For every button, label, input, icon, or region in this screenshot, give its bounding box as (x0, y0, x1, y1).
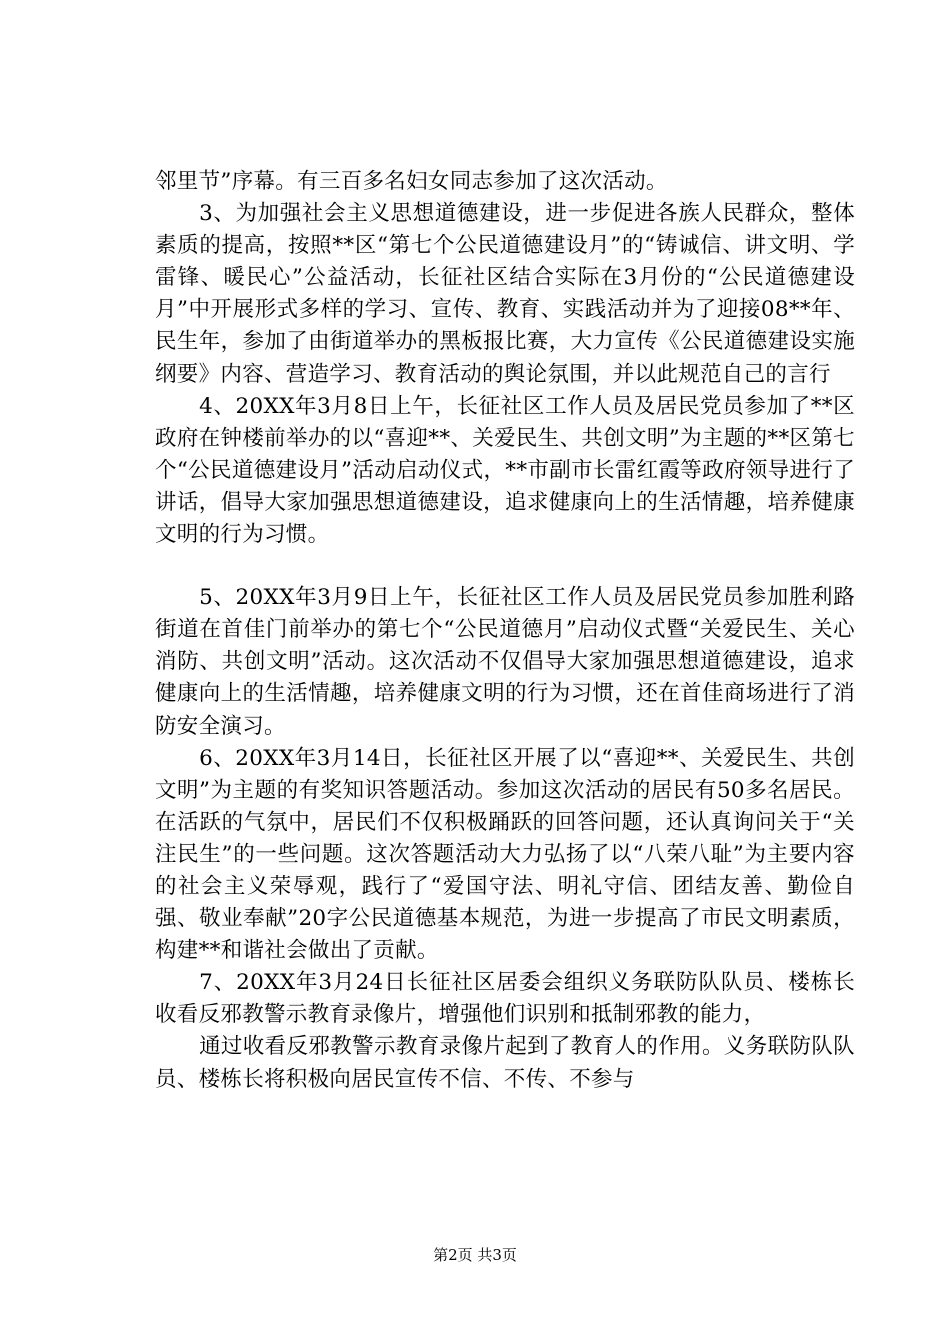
paragraph-item-7-continued: 通过收看反邪教警示教育录像片起到了教育人的作用。义务联防队队员、楼栋长将积极向居民宣传不信、不传、不参与 (155, 1034, 855, 1092)
paragraph-item-7: 7、20XX年3月24日长征社区居委会组织义务联防队队员、楼栋长收看反邪教警示教育录像片，增强他们识别和抵制邪教的能力， (155, 970, 855, 1028)
paragraph-item-5: 5、20XX年3月9日上午，长征社区工作人员及居民党员参加胜利路街道在首佳门前举办的第七个“公民道德月”启动仪式暨“关爱民生、关心消防、共创文明”活动。这次活动不仅倡导大家加强思想道德建设，追求健康向上的生活情趣，培养健康文明的行为习惯，还在首佳商场进行了消防安全演习。 (155, 585, 855, 739)
paragraph-item-4: 4、20XX年3月8日上午，长征社区工作人员及居民党员参加了**区政府在钟楼前举办的以“喜迎**、关爱民生、共创文明”为主题的**区第七个“公民道德建设月”活动启动仪式，**市副市长雷红霞等政府领导进行了讲话，倡导大家加强思想道德建设，追求健康向上的生活情趣，培养健康文明的行为习惯。 (155, 393, 855, 548)
paragraph-continuation: 邻里节”序幕。有三百多名妇女同志参加了这次活动。 (155, 169, 668, 194)
page-number-footer: 第2页 共3页 (433, 1246, 517, 1264)
document-body (155, 166, 855, 1096)
paragraph-item-3: 3、为加强社会主义思想道德建设，进一步促进各族人民群众，整体素质的提高，按照**区“第七个公民道德建设月”的“铸诚信、讲文明、学雷锋、暖民心”公益活动，长征社区结合实际在3月份的“公民道德建设月”中开展形式多样的学习、宣传、教育、实践活动并为了迎接08**年、民生年，参加了由街道举办的黑板报比赛，大力宣传《公民道德建设实施纲要》内容、营造学习、教育活动的舆论氛围，并以此规范自己的言行 (155, 201, 855, 387)
paragraph-item-6: 6、20XX年3月14日，长征社区开展了以“喜迎**、关爱民生、共创文明”为主题的有奖知识答题活动。参加这次活动的居民有50多名居民。在活跃的气氛中，居民们不仅积极踊跃的回答问题，还认真询问关于“关注民生”的一些问题。这次答题活动大力弘扬了以“八荣八耻”为主要内容的社会主义荣辱观，践行了“爱国守法、明礼守信、团结友善、勤俭自强、敬业奉献”20字公民道德基本规范，为进一步提高了市民文明素质，构建**和谐社会做出了贡献。 (155, 745, 855, 964)
